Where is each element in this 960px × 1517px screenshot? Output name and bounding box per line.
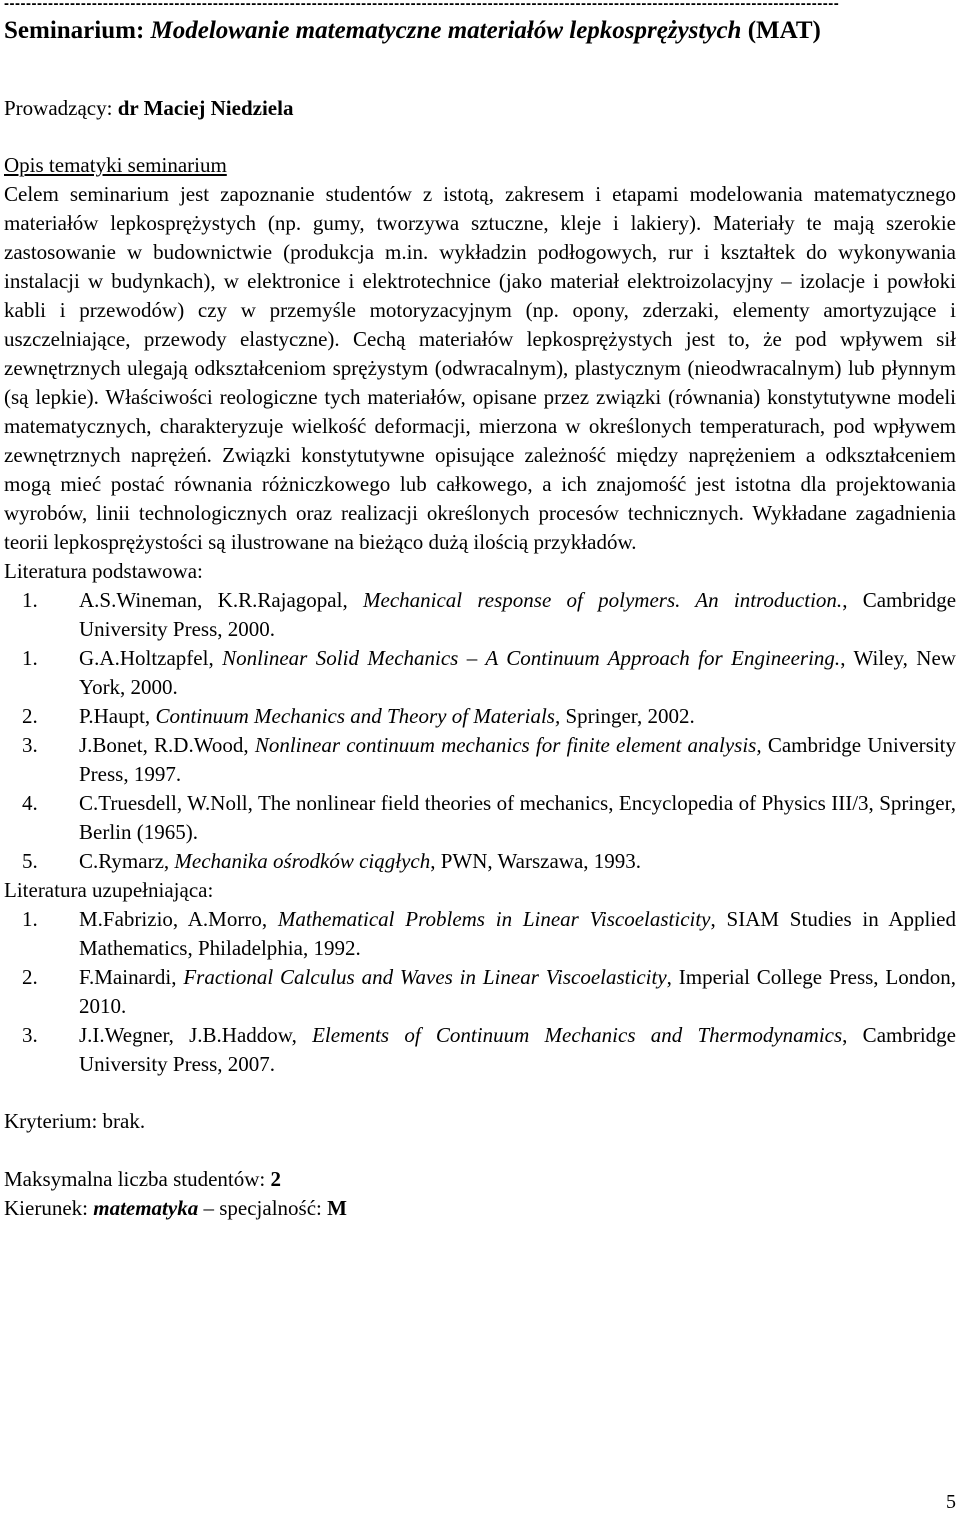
list-item: 3. J.I.Wegner, J.B.Haddow, Elements of Continuum Mechanics and Thermodynamics, Cambridge University Press, 2007. (22, 1023, 956, 1076)
list-item: 1. M.Fabrizio, A.Morro, Mathematical Problems in Linear Viscoelasticity, SIAM Studies in Applied Mathematics, Philadelphia, 1992. (22, 907, 956, 960)
title-suffix: (MAT) (741, 17, 821, 44)
list-item: 1. G.A.Holtzapfel, Nonlinear Solid Mechanics – A Continuum Approach for Engineering., Wiley, New York, 2000. (22, 646, 956, 699)
list-item: 3. J.Bonet, R.D.Wood, Nonlinear continuum mechanics for finite element analysis, Cambridge University Press, 1997. (22, 733, 956, 786)
list-item: 2. P.Haupt, Continuum Mechanics and Theory of Materials, Springer, 2002. (22, 704, 695, 728)
lecturer-name: dr Maciej Niedziela (117, 96, 294, 120)
max-students-line: Maksymalna liczba studentów: 2 (4, 1167, 282, 1191)
lecturer-line (4, 94, 956, 123)
separator-line (4, 0, 956, 8)
description-heading: Opis tematyki seminarium (4, 153, 227, 177)
title-prefix: Seminarium: (4, 17, 151, 44)
list-item: 5. C.Rymarz, Mechanika ośrodków ciągłych, PWN, Warszawa, 1993. (22, 849, 642, 873)
literature-supplementary-list (4, 905, 956, 1079)
list-item: 4. C.Truesdell, W.Noll, The nonlinear field theories of mechanics, Encyclopedia of Physics III/3, Springer, Berlin (1965). (22, 791, 956, 844)
lecturer-label: Prowadzący: (4, 96, 118, 120)
seminar-title (4, 14, 956, 48)
list-item: 2. F.Mainardi, Fractional Calculus and Waves in Linear Viscoelasticity, Imperial College Press, London, 2010. (22, 965, 956, 1018)
page-number: 5 (946, 1491, 956, 1513)
criterion-line: Kryterium: brak. (4, 1109, 146, 1133)
direction-line: Kierunek: matematyka – specjalność: M (4, 1196, 347, 1220)
literature-supplementary-heading: Literatura uzupełniająca: (4, 878, 214, 902)
literature-basic-heading: Literatura podstawowa: (4, 559, 203, 583)
list-item: 1. A.S.Wineman, K.R.Rajagopal, Mechanical response of polymers. An introduction., Cambridge University Press, 2000. (22, 588, 957, 641)
specialty-value: M (327, 1196, 347, 1220)
max-students-value: 2 (270, 1167, 282, 1191)
direction-value: matematyka (93, 1196, 199, 1220)
title-italic: Modelowanie matematyczne materiałów lepkosprężystych (150, 17, 742, 44)
document-page (4, 0, 956, 1223)
description-text: Celem seminarium jest zapoznanie studentów z istotą, zakresem i etapami modelowania matematycznego materiałów lepkosprężystych (np. gumy, tworzywa sztuczne, kleje i lakiery). Materiały te mają szerokie zastosowanie w budownictwie (produkcja m.in. wykładzin podłogowych, rur i kształtek do wykonywania instalacji w budynkach), w elektronice i elektrotechnice (jako materiał elektroizolacyjny – izolacje i powłoki kabli i przewodów) czy w przemyśle motoryzacyjnym (np. opony, zderzaki, elementy amortyzujące i uszczelniające, przewody elastyczne). Cechą materiałów lepkosprężystych jest to, że pod wpływem sił zewnętrznych ulegają odkształceniom sprężystym (odwracalnym), plastycznym (nieodwracalnym) lub płynnym (są lepkie). Właściwości reologiczne tych materiałów, opisane przez związki (równania) konstytutywne modeli matematycznych, charakteryzuje wielkość deformacji, mierzona w określonych temperaturach, pod wpływem zewnętrznych naprężeń. Związki konstytutywne opisujące zależność między naprężeniem a odkształceniem mogą mieć postać równania różniczkowego lub całkowego, a ich znajomość jest istotna dla projektowania wyrobów, linii technologicznych oraz realizacji określonych procesów technicznych. Wykładane zagadnienia teorii lepkosprężystości są ilustrowane na bieżąco dużą ilością przykładów. (4, 182, 956, 554)
literature-basic-list (4, 586, 956, 876)
